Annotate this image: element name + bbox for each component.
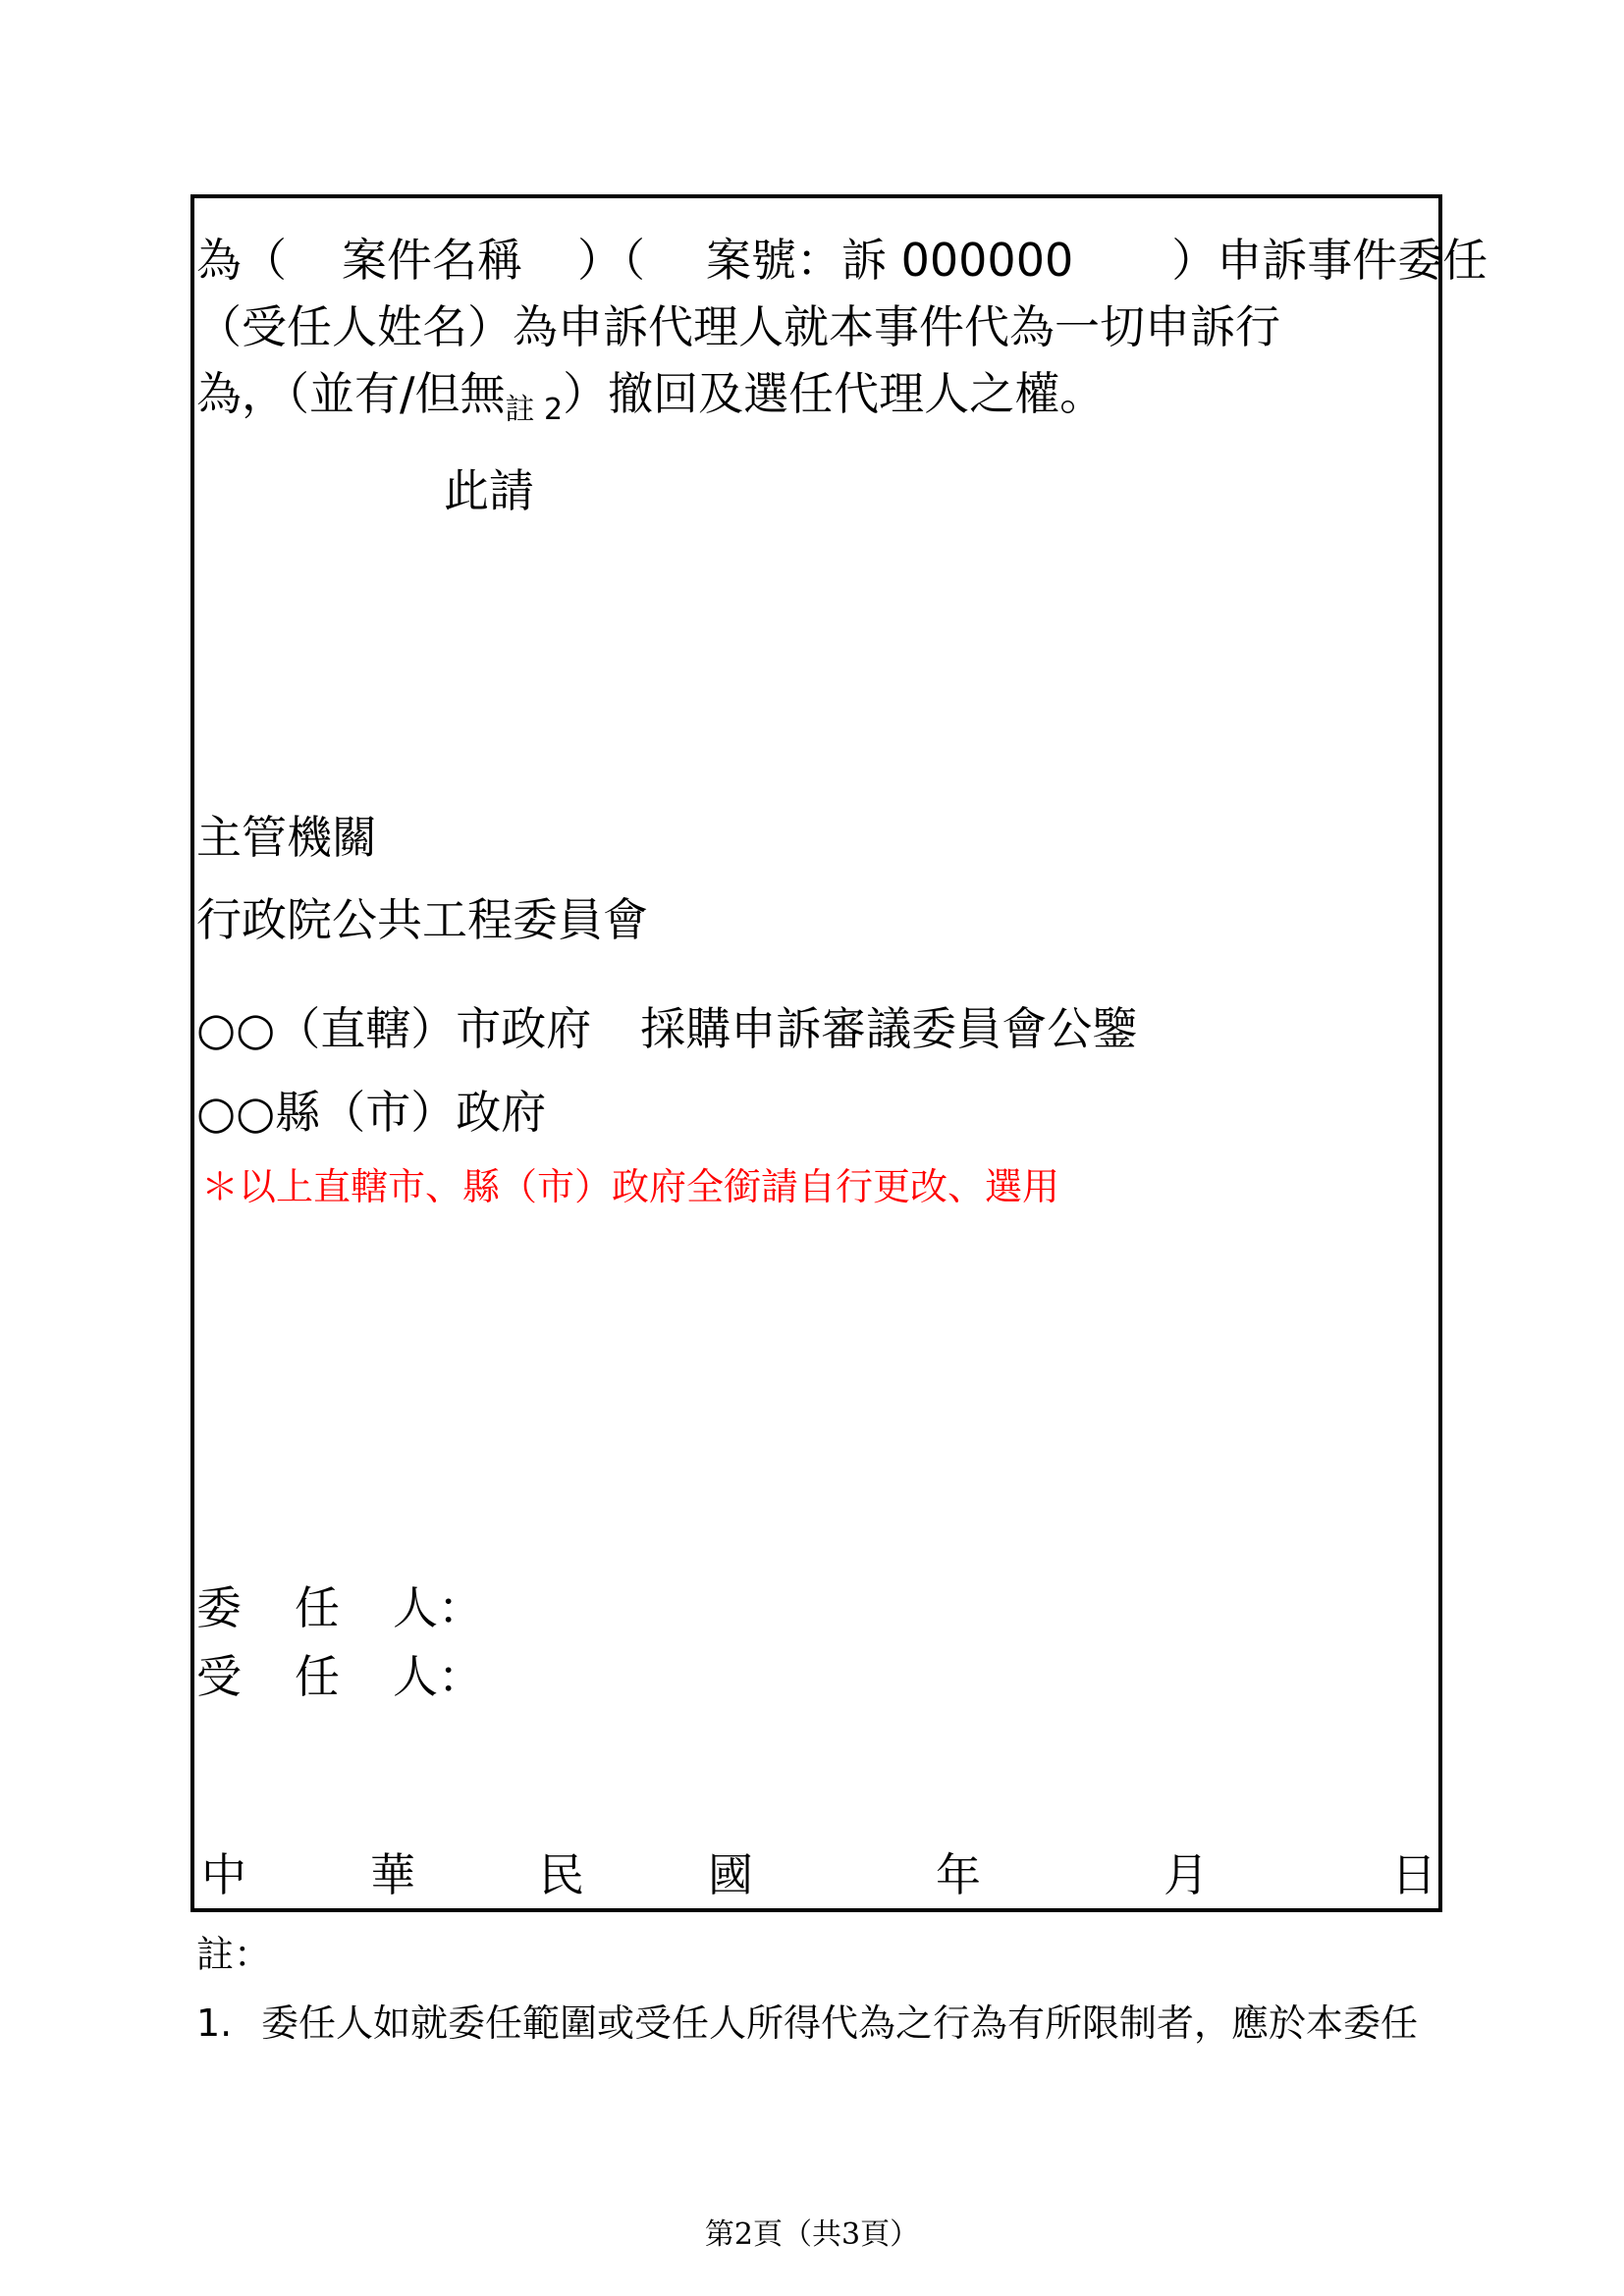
page-footer: 第2頁（共3頁） bbox=[704, 2217, 920, 2252]
text-segment: 採購申訴審議委員會公鑒 bbox=[640, 1002, 1138, 1055]
date-day-char: 日 bbox=[1391, 1848, 1436, 1901]
authority-line-1: 行政院公共工程委員會 bbox=[196, 893, 648, 946]
authority-line-3: ○○縣（市）政府 bbox=[196, 1086, 547, 1139]
delegatee-label bbox=[196, 1650, 483, 1703]
case-name-placeholder: 案件名稱 bbox=[342, 234, 522, 287]
paragraph-line-1 bbox=[196, 234, 1489, 287]
text-segment: ）撤回及選任代理人之權。 bbox=[563, 367, 1106, 420]
label-char: 人： bbox=[393, 1650, 483, 1703]
authority-heading: 主管機關 bbox=[196, 811, 377, 864]
note-number: 1. bbox=[196, 2002, 233, 2045]
label-char: 受 bbox=[196, 1650, 242, 1703]
date-row bbox=[201, 1848, 1436, 1901]
date-char: 中 bbox=[201, 1848, 246, 1901]
note-text: 委任人如就委任範圍或受任人所得代為之行為有所限制者，應於本委任 bbox=[261, 2002, 1419, 2045]
authority-line-2 bbox=[196, 1002, 1138, 1055]
date-char: 國 bbox=[708, 1848, 753, 1901]
text-segment: ）申訴事件委任 bbox=[1171, 234, 1489, 287]
case-number-placeholder: 案號：訴 000000 bbox=[706, 234, 1074, 287]
note-item-1 bbox=[196, 2002, 1419, 2045]
text-segment: ○○（直轄）市政府 bbox=[196, 1002, 592, 1055]
text-segment: 為，（並有/但無 bbox=[196, 367, 506, 420]
delegator-label bbox=[196, 1581, 483, 1634]
date-year-char: 年 bbox=[936, 1848, 981, 1901]
salutation: 此請 bbox=[444, 464, 534, 517]
red-note: ＊以上直轄市、縣（市）政府全銜請自行更改、選用 bbox=[201, 1165, 1060, 1208]
date-char: 民 bbox=[539, 1848, 584, 1901]
paragraph-line-2: （受任人姓名）為申訴代理人就本事件代為一切申訴行 bbox=[196, 300, 1280, 353]
date-month-char: 月 bbox=[1164, 1848, 1209, 1901]
label-char: 人： bbox=[393, 1581, 483, 1634]
paragraph-line-3 bbox=[196, 367, 1106, 427]
date-char: 華 bbox=[370, 1848, 415, 1901]
text-segment: ）（ bbox=[577, 234, 645, 287]
label-char: 委 bbox=[196, 1581, 242, 1634]
note-reference: 註 2 bbox=[505, 393, 564, 427]
label-char: 任 bbox=[295, 1581, 340, 1634]
label-char: 任 bbox=[295, 1650, 340, 1703]
text-segment: 為（ bbox=[196, 234, 287, 287]
notes-heading: 註： bbox=[196, 1933, 272, 1976]
